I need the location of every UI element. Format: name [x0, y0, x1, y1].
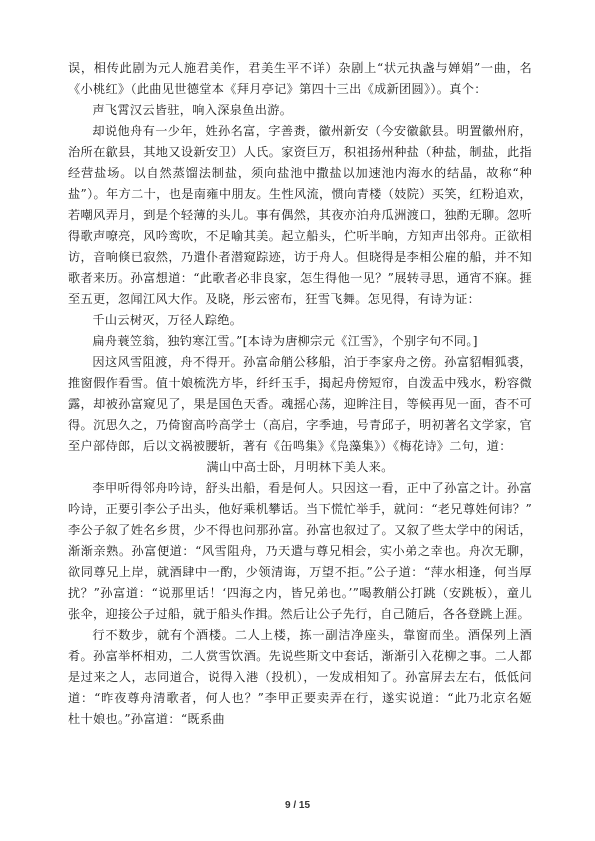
page-number: 9 / 15: [284, 800, 311, 811]
paragraph-5: 行不数步，就有个酒楼。二人上楼，拣一副洁净座头，靠窗而坐。酒保列上酒肴。孙富举杯相劝，二人赏雪饮酒。先说些斯文中套话，渐渐引入花柳之事。二人都是过来之人，志同道合，说得入港（投机），一发成相知了。孙富屏去左右，低低问道：“昨夜尊舟清歌者，何人也？”李甲正要卖弄在行，遂实说道：“此乃北京名姬 杜十娘也。”孙富道：“既系曲: [68, 628, 545, 726]
verse-line-4: 满山中高士卧，月明林下美人来。: [206, 460, 394, 474]
verse-line-1: 声飞霄汉云皆驻，响入深泉鱼出游。: [92, 103, 293, 117]
document-page: [68, 58, 545, 730]
paragraph-2: 却说他舟有一少年，姓孙名富，字善赉，徽州新安（今安徽歙县。明置徽州府，治所在歙县，其地又设新安卫）人氏。家资巨万，积祖扬州种盐（种盐，制盐，此指经营盐场。以自然蒸馏法制盐，须向盐池中撒盐以加速池内海水的结晶，故称“种盐”）。年方二十，也是南雍中朋友。生性风流，惯向青楼（妓院）买笑，红粉追欢，若嘲风弄月，到是个轻薄的头儿。事有偶然，其夜亦泊舟瓜洲渡口，独酌无聊。忽听得歌声嘹亮，风吟鸾吹，不足喻其美。起立船头，伫听半晌，方知声出邻舟。正欲相访，音响倏已寂然，乃遣仆者潜窥踪迹，访于舟人。但晓得是李相公雇的船，并不知歌者来历。孙富想道：“此歌者必非良家，怎生得他一见？”展转寻思，通宵不寐。捱至五更，忽闻江风大作。及晓，彤云密布，狂雪飞舞。怎见得，有诗为证：: [68, 124, 532, 306]
paragraph-1: 误，相传此剧为元人施君美作，君美生平不详）杂剧上“状元执盏与婵娟”一曲，名《小桃红》（此曲见世德堂本《拜月亭记》第四十三出《成新团圆》）。真个：: [68, 61, 532, 96]
paragraph-4: 李甲听得邻舟吟诗，舒头出船，看是何人。只因这一看，正中了孙富之计。孙富吟诗，正要引李公子出头，他好乘机攀话。当下慌忙举手，就问：“老兄尊姓何讳？” 李公子叙了姓名乡贯，少不得也问那孙富。孙富也叙过了。又叙了些太学中的闲话，渐渐亲熟。孙富便道：“风雪阻舟，乃天遣与尊兄相会，实小弟之幸也。舟次无聊，欲同尊兄上岸，就酒肆中一酌，少领清诲，万望不拒。”公子道：“萍水相逢，何当厚扰？”孙富道：“说那里话！‘四海之内，皆兄弟也。’”喝教艄公打跳（安跳板），童儿张伞，迎接公子过船，就于船头作揖。然后让公子先行，自己随后，各各登跳上涯。: [68, 481, 532, 621]
verse-line-3: 扁舟蓑笠翁，独钓寒江雪。”[本诗为唐柳宗元《江雪》，个别字句不同。]: [92, 334, 478, 348]
verse-line-2: 千山云树灭，万径人踪绝。: [92, 313, 243, 327]
paragraph-3: 因这风雪阻渡，舟不得开。孙富命艄公移船，泊于李家舟之傍。孙富貂帽狐裘，推窗假作看雪。值十娘梳洗方毕，纤纤玉手，揭起舟傍短帘，自泼盂中残水，粉容微露，却被孙富窥见了，果是国色天香。魂摇心荡，迎眸注目，等候再见一面，杳不可得。沉思久之，乃倚窗高吟高学士（高启，字季迪，号青邱子，明初著名文学家，官至户部侍郎，后以文祸被腰斩，著有《缶鸣集》《凫藻集》）《梅花诗》二句，道：: [68, 355, 532, 453]
